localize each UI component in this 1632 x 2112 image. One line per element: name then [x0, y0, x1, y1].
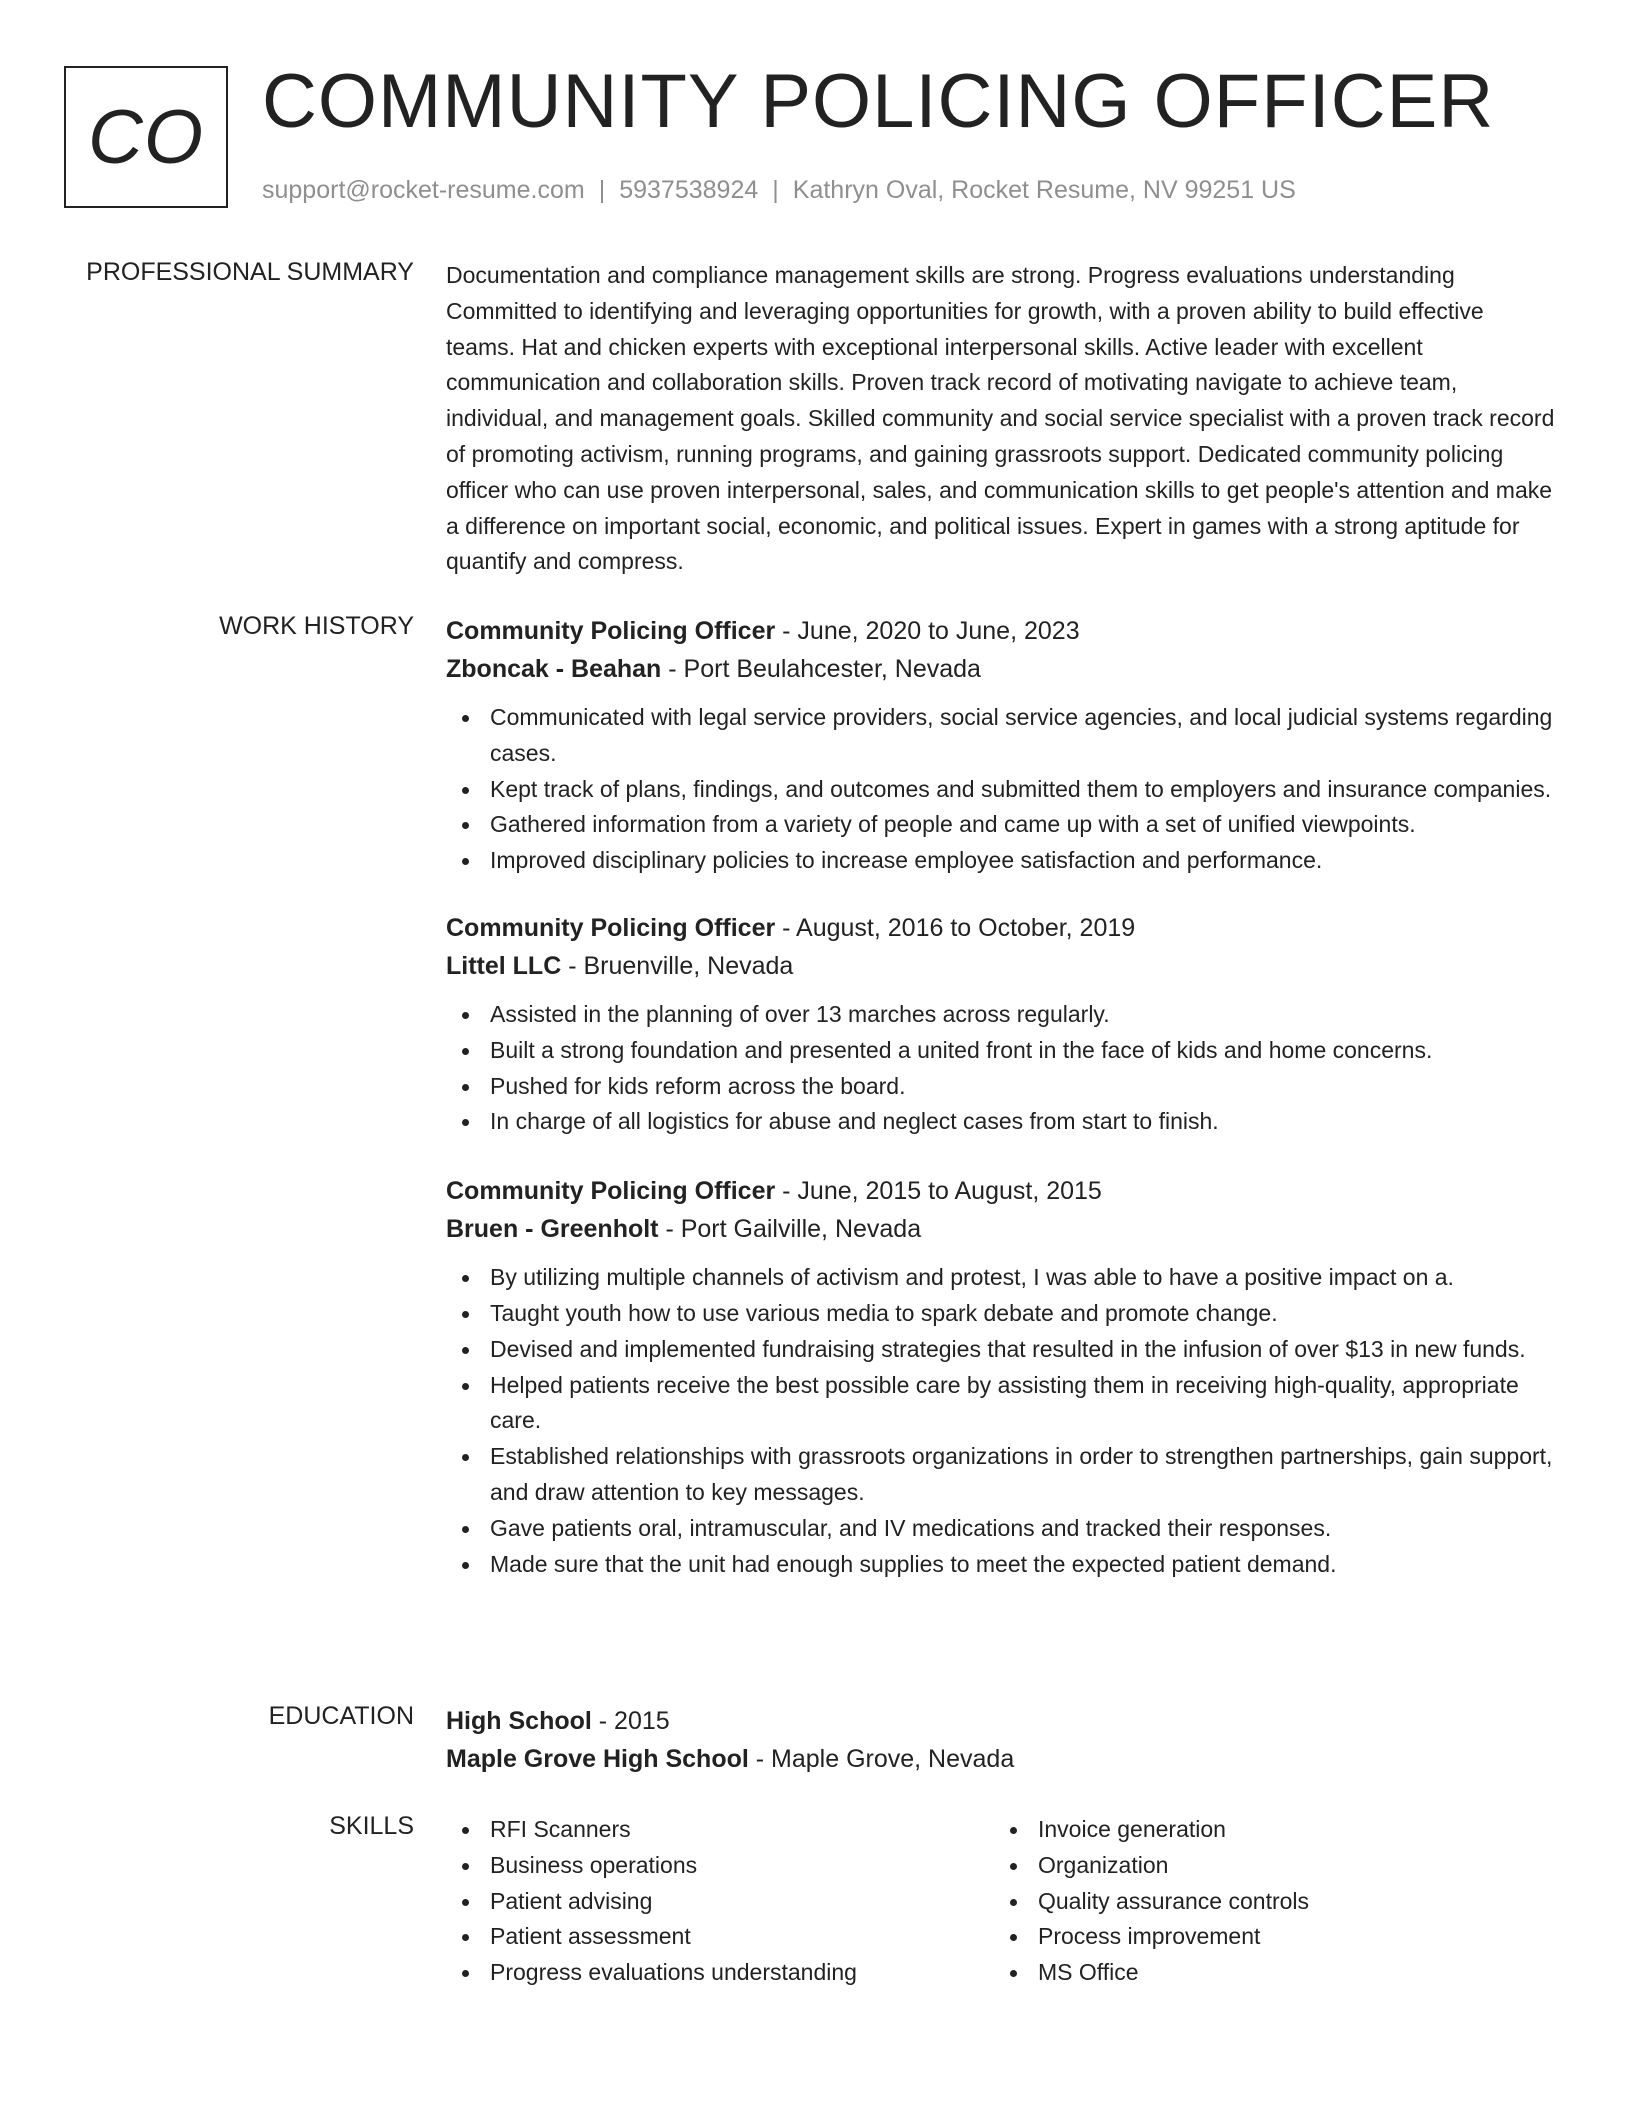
skills-columns [446, 1812, 1556, 1991]
job-bullet: By utilizing multiple channels of activism and protest, I was able to have a positive impact on a. [446, 1260, 1556, 1296]
skill-item: Business operations [446, 1848, 994, 1884]
contact-separator: | [772, 176, 779, 204]
skill-item: Patient assessment [446, 1919, 994, 1955]
contact-address: Kathryn Oval, Rocket Resume, NV 99251 US [792, 176, 1296, 204]
job-bullet: Improved disciplinary policies to increase employee satisfaction and performance. [446, 843, 1556, 879]
job-bullet: Made sure that the unit had enough supplies to meet the expected patient demand. [446, 1547, 1556, 1583]
job-location: - Port Beulahcester, Nevada [661, 655, 981, 683]
education-location: - Maple Grove, Nevada [748, 1745, 1015, 1773]
job-bullet: Kept track of plans, findings, and outcomes and submitted them to employers and insurance companies. [446, 772, 1556, 808]
skills-column-left [446, 1812, 994, 1991]
job-bullet: In charge of all logistics for abuse and neglect cases from start to finish. [446, 1104, 1556, 1140]
resume-title: COMMUNITY POLICING OFFICER [262, 59, 1495, 144]
job-bullet: Gave patients oral, intramuscular, and IV medications and tracked their responses. [446, 1511, 1556, 1547]
skill-item: MS Office [994, 1955, 1542, 1991]
job-bullets [446, 700, 1556, 879]
skill-item: Process improvement [994, 1919, 1542, 1955]
job-location: - Port Gailville, Nevada [658, 1215, 922, 1244]
job-bullet: Devised and implemented fundraising strategies that resulted in the infusion of over $13 in new funds. [446, 1332, 1556, 1368]
section-label-skills: SKILLS [329, 1812, 414, 1840]
skill-item: RFI Scanners [446, 1812, 994, 1848]
job-location: - Bruenville, Nevada [561, 951, 794, 980]
job-dates: - August, 2016 to October, 2019 [775, 913, 1136, 942]
job-title-line [446, 909, 1556, 947]
job-entry [446, 909, 1556, 1140]
job-bullet: Helped patients receive the best possible care by assisting them in receiving high-quality, appropriate care. [446, 1368, 1556, 1440]
job-entry [446, 1172, 1556, 1582]
contact-line [262, 176, 1296, 205]
education-school: Maple Grove High School [446, 1745, 749, 1773]
job-bullet: Assisted in the planning of over 13 marches across regularly. [446, 997, 1556, 1033]
job-bullets [446, 997, 1556, 1140]
summary-text: Documentation and compliance management skills are strong. Progress evaluations understanding Committed to identifying and leveraging opportunities for growth, with a proven ability to build effective teams. Hat and chicken experts with exceptional interpersonal skills. Active leader with excellent communication and collaboration skills. Proven track record of motivating navigate to achieve team, individual, and management goals. Skilled community and social service specialist with a proven track record of promoting activism, running programs, and gaining grassroots support. Dedicated community policing officer who can use proven interpersonal, sales, and communication skills to get people's attention and make a difference on important social, economic, and political issues. Expert in games with a strong aptitude for quantify and compress. [446, 262, 1555, 575]
skills-list [446, 1812, 994, 1991]
contact-phone[interactable]: 5937538924 [619, 176, 759, 204]
job-company-line [446, 947, 1556, 985]
job-dates: - June, 2015 to August, 2015 [775, 1177, 1102, 1206]
skills-list [994, 1812, 1542, 1991]
monogram-box [64, 66, 228, 208]
skills-column-right [994, 1812, 1542, 1991]
job-title-line [446, 1172, 1556, 1210]
skill-item: Patient advising [446, 1884, 994, 1920]
job-title-line [446, 612, 1556, 650]
job-company: Bruen - Greenholt [446, 1215, 659, 1244]
job-title: Community Policing Officer [446, 913, 776, 942]
education-degree: High School [446, 1707, 592, 1735]
job-bullet: Taught youth how to use various media to spark debate and promote change. [446, 1296, 1556, 1332]
skill-item: Quality assurance controls [994, 1884, 1542, 1920]
education-year: - 2015 [591, 1707, 670, 1735]
job-company: Littel LLC [446, 951, 562, 980]
skill-item: Organization [994, 1848, 1542, 1884]
skill-item: Progress evaluations understanding [446, 1955, 994, 1991]
job-bullet: Gathered information from a variety of people and came up with a set of unified viewpoints. [446, 807, 1556, 843]
job-company-line [446, 650, 1556, 688]
job-company: Zboncak - Beahan [446, 655, 662, 683]
section-label-summary: PROFESSIONAL SUMMARY [86, 258, 414, 286]
skill-item: Invoice generation [994, 1812, 1542, 1848]
job-title: Community Policing Officer [446, 1177, 776, 1206]
education-degree-line [446, 1702, 1556, 1740]
job-company-line [446, 1210, 1556, 1248]
monogram-initials: CO [88, 94, 204, 180]
job-bullet: Established relationships with grassroots organizations in order to strengthen partnerships, gain support, and draw attention to key messages. [446, 1439, 1556, 1511]
job-title: Community Policing Officer [446, 617, 776, 645]
job-dates: - June, 2020 to June, 2023 [775, 617, 1080, 645]
section-label-work-history: WORK HISTORY [219, 612, 414, 640]
education-school-line [446, 1740, 1556, 1778]
contact-email[interactable]: support@rocket-resume.com [262, 176, 585, 204]
section-label-education: EDUCATION [268, 1702, 414, 1730]
job-bullet: Pushed for kids reform across the board. [446, 1069, 1556, 1105]
job-bullet: Built a strong foundation and presented a united front in the face of kids and home concerns. [446, 1033, 1556, 1069]
contact-separator: | [598, 176, 606, 204]
job-bullets [446, 1260, 1556, 1582]
job-bullet: Communicated with legal service providers, social service agencies, and local judicial systems regarding cases. [446, 700, 1556, 772]
job-entry [446, 612, 1556, 879]
